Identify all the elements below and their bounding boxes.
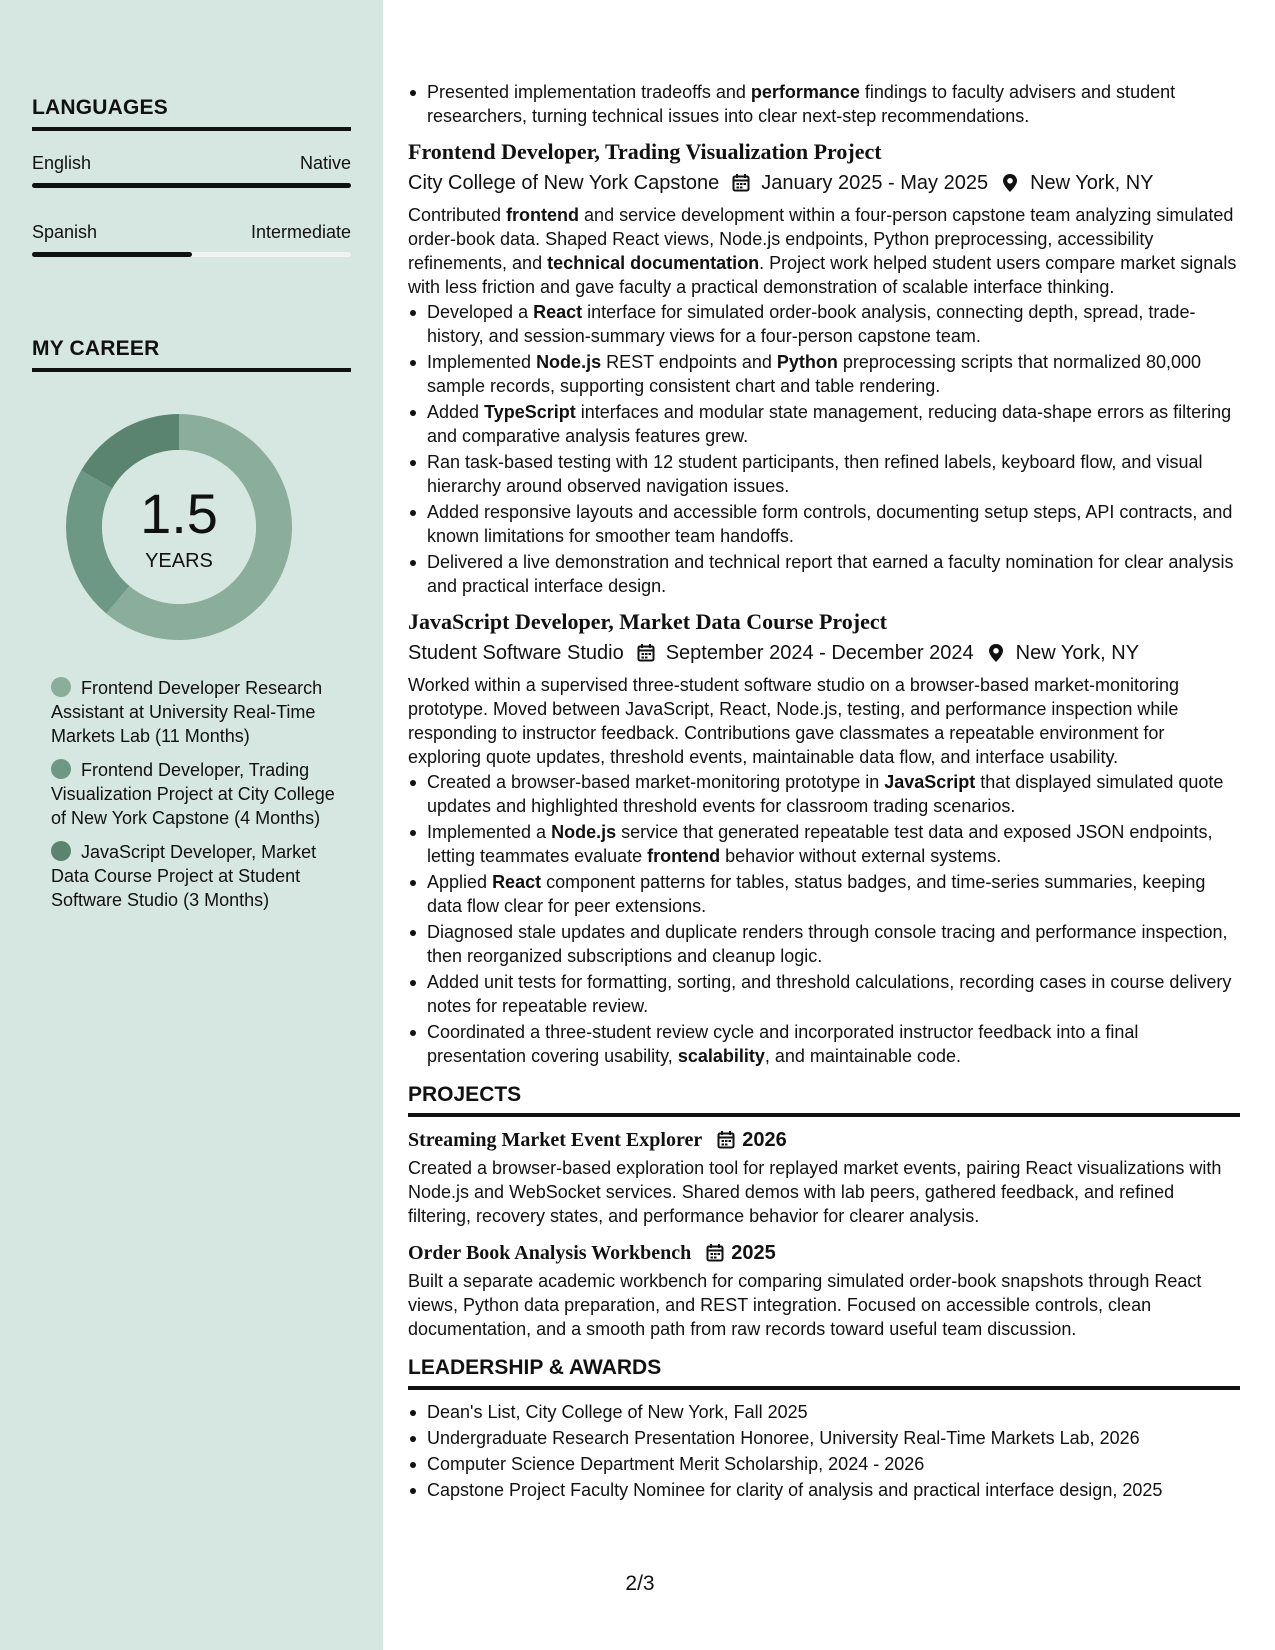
sidebar (0, 0, 383, 1650)
language-proficiency-fill (32, 183, 351, 188)
language-level: Intermediate (250, 222, 351, 242)
job-meta (408, 169, 1240, 197)
language-proficiency-fill (32, 252, 192, 257)
bullet-item: Delivered a live demonstration and technical report that earned a faculty nomination for clear analysis and practical interface design. (408, 550, 1240, 598)
bullet-item: Added responsive layouts and accessible form controls, documenting setup steps, API contracts, and known limitations for smoother team handoffs. (408, 500, 1240, 548)
calendar-icon (636, 643, 656, 663)
career-legend (51, 676, 341, 922)
career-legend-item (51, 758, 341, 830)
bullet-item: Diagnosed stale updates and duplicate renders through console tracing and performance inspection, then reorganized subscriptions and cleanup logic. (408, 920, 1240, 968)
language-name: Spanish (32, 222, 98, 242)
project-year: 2026 (742, 1129, 787, 1151)
job-bullets (408, 770, 1240, 1068)
main-content (408, 80, 1240, 1504)
career-legend-label: Frontend Developer, Trading Visualization Project at City College of New York Capstone (4 Months) (51, 760, 335, 828)
bullet-item: Ran task-based testing with 12 student participants, then refined labels, keyboard flow, and visual hierarchy around observed navigation issues. (408, 450, 1240, 498)
job-meta (408, 639, 1240, 667)
job-summary: Worked within a supervised three-student software studio on a browser-based market-monitoring prototype. Moved between JavaScript, React, Node.js, testing, and performance inspection while responding to instructor feedback. Contributions gave classmates a repeatable environment for exploring quote updates, threshold events, maintainable data flow, and interface usability. (408, 675, 1180, 767)
bullet-item: Applied React component patterns for tables, status badges, and time-series summaries, keeping data flow clear for peer extensions. (408, 870, 1240, 918)
calendar-icon (705, 1243, 725, 1263)
project-entry (408, 1127, 1240, 1228)
language-proficiency-bar (32, 252, 351, 257)
career-legend-item (51, 676, 341, 748)
job-summary: Contributed frontend and service development within a four-person capstone team analyzing simulated order-book data. Shaped React views, Node.js endpoints, Python preprocessing, accessibility refinements, and technical documentation. Project work helped student users compare market signals with less friction and gave faculty a practical demonstration of scalable interface thinking. (408, 205, 1237, 297)
award-item: Capstone Project Faculty Nominee for clarity of analysis and practical interface design, 2025 (408, 1478, 1240, 1502)
bullet-item: Presented implementation tradeoffs and performance findings to faculty advisers and student researchers, turning technical issues into clear next-step recommendations. (408, 80, 1240, 128)
job-entry (408, 608, 1240, 1068)
bullet-item: Created a browser-based market-monitoring prototype in JavaScript that displayed simulated quote updates and highlighted threshold events for classroom trading scenarios. (408, 770, 1240, 818)
project-title-row (408, 1127, 1240, 1153)
legend-dot-icon (51, 677, 71, 697)
job-organization: Student Software Studio (408, 642, 624, 664)
job-entry (408, 138, 1240, 598)
project-title: Order Book Analysis Workbench (408, 1242, 692, 1264)
previous-job-bullets (408, 80, 1240, 128)
location-pin-icon (986, 643, 1006, 663)
projects-heading: PROJECTS (408, 1082, 1240, 1117)
bullet-item: Added unit tests for formatting, sorting, and threshold calculations, recording cases in course delivery notes for repeatable review. (408, 970, 1240, 1018)
job-location: New York, NY (1015, 642, 1140, 664)
job-title: JavaScript Developer, Market Data Course Project (408, 609, 887, 634)
language-proficiency-bar (32, 183, 351, 188)
job-location: New York, NY (1030, 172, 1154, 194)
calendar-icon (716, 1130, 736, 1150)
calendar-icon (731, 173, 751, 193)
project-description: Built a separate academic workbench for comparing simulated order-book snapshots through React views, Python data preparation, and REST integration. Focused on accessible controls, clean documentation, and a smooth path from raw records toward useful team discussion. (408, 1271, 1202, 1339)
language-level: Native (299, 153, 351, 173)
career-total-value: 1.5 (140, 482, 218, 545)
career-legend-label: Frontend Developer Research Assistant at University Real-Time Markets Lab (11 Months) (51, 678, 323, 746)
job-dates: January 2025 - May 2025 (761, 172, 989, 194)
award-item: Undergraduate Research Presentation Honoree, University Real-Time Markets Lab, 2026 (408, 1426, 1240, 1450)
page-number: 2/3 (625, 1572, 655, 1595)
language-name: English (32, 153, 92, 173)
job-bullets (408, 300, 1240, 598)
career-total-unit: YEARS (145, 550, 213, 572)
awards-list (408, 1400, 1240, 1502)
language-row-spanish (32, 220, 351, 250)
legend-dot-icon (51, 841, 71, 861)
bullet-item: Implemented a Node.js service that generated repeatable test data and exposed JSON endpoints, letting teammates evaluate frontend behavior without external systems. (408, 820, 1240, 868)
career-heading: MY CAREER (32, 336, 351, 372)
job-dates: September 2024 - December 2024 (665, 642, 974, 664)
award-item: Dean's List, City College of New York, Fall 2025 (408, 1400, 1240, 1424)
job-organization: City College of New York Capstone (408, 172, 720, 194)
languages-heading: LANGUAGES (32, 95, 351, 131)
award-item: Computer Science Department Merit Scholarship, 2024 - 2026 (408, 1452, 1240, 1476)
bullet-item: Coordinated a three-student review cycle and incorporated instructor feedback into a final presentation covering usability, scalability, and maintainable code. (408, 1020, 1240, 1068)
job-title: Frontend Developer, Trading Visualization Project (408, 139, 882, 164)
awards-heading: LEADERSHIP & AWARDS (408, 1355, 1240, 1390)
bullet-item: Implemented Node.js REST endpoints and Python preprocessing scripts that normalized 80,000 sample records, supporting consistent chart and table rendering. (408, 350, 1240, 398)
career-legend-label: JavaScript Developer, Market Data Course Project at Student Software Studio (3 Months) (51, 842, 317, 910)
language-row-english (32, 151, 351, 181)
career-legend-item (51, 840, 341, 912)
project-description: Created a browser-based exploration tool for replayed market events, pairing React visualizations with Node.js and WebSocket services. Shared demos with lab peers, gathered feedback, and refined filtering, recovery states, and performance behavior for clearer analysis. (408, 1158, 1222, 1226)
project-title-row (408, 1240, 1240, 1266)
legend-dot-icon (51, 759, 71, 779)
location-pin-icon (1000, 173, 1020, 193)
bullet-item: Developed a React interface for simulated order-book analysis, connecting depth, spread, trade-history, and session-summary views for a four-person capstone team. (408, 300, 1240, 348)
bullet-item: Added TypeScript interfaces and modular state management, reducing data-shape errors as filtering and comparative analysis features grew. (408, 400, 1240, 448)
project-year: 2025 (731, 1242, 776, 1264)
project-entry (408, 1240, 1240, 1341)
project-title: Streaming Market Event Explorer (408, 1129, 703, 1151)
